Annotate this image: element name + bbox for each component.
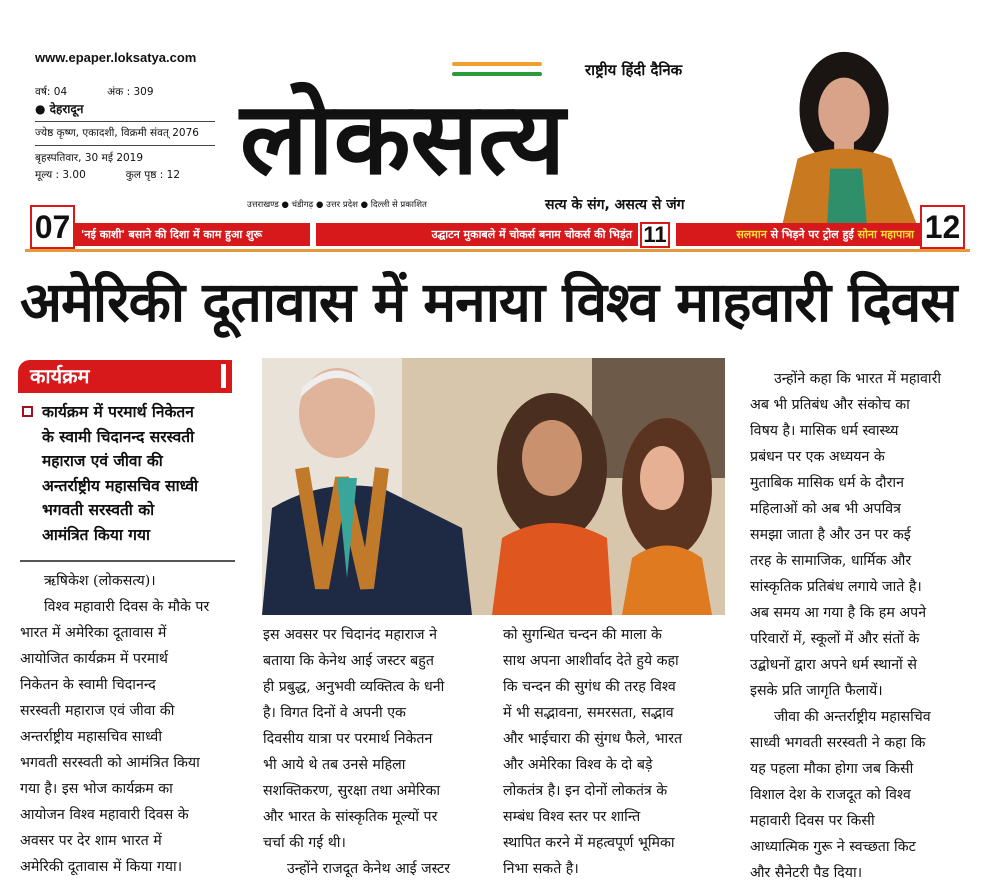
text-line: स्थापित करने में महत्वपूर्ण भूमिका [503, 835, 675, 851]
text-line: और सैनेटरी पैड दिया। [750, 865, 863, 881]
text-line: अब समय आ गया है कि हम अपने [750, 605, 927, 621]
promo-photo [772, 40, 922, 223]
text-line: अवसर पर देर शाम भारत में [20, 833, 162, 849]
article-column-4 [750, 366, 985, 886]
headline: अमेरिकी दूतावास में मनाया विश्व माहवारी दिवस [20, 270, 957, 334]
teaser-text: 'नई काशी' बसाने की दिशा में काम हुआ शुरू [81, 228, 263, 241]
text-line: उद्बोधनों द्वारा अपने धर्म स्थानों से [750, 657, 917, 673]
text-line: इस अवसर पर चिदानंद महाराज ने [263, 627, 437, 643]
text-line: निकेतन के स्वामी चिदानन्द [20, 677, 156, 693]
text-line: आध्यात्मिक गुरू ने स्वच्छता किट [750, 839, 916, 855]
hindu-date: ज्येष्ठ कृष्ण, एकादशी, विक्रमी संवत् 2076 [35, 127, 199, 139]
text-line: आयोजन विश्व महावारी दिवस के [20, 807, 189, 823]
price: मूल्य : 3.00 [35, 169, 86, 181]
text-line: साथ अपना आशीर्वाद देते हुये कहा [503, 653, 679, 669]
teaser-page-7[interactable] [75, 223, 310, 246]
article-column-3 [503, 622, 728, 882]
text-line: मुताबिक मासिक धर्म के दौरान [750, 475, 904, 491]
text-line: ही प्रबुद्ध, अनुभवी व्यक्तित्व के धनी [263, 679, 445, 695]
text-line: भगवती सरस्वती को [42, 501, 155, 519]
teaser-text-group [682, 227, 914, 242]
text-line: विश्व महावारी दिवस के मौके पर [44, 599, 210, 615]
teaser-page-11[interactable] [316, 223, 638, 246]
text-line: उन्होंने राजदूत केनेथ आई जस्टर [287, 861, 451, 877]
text-line: परिवारों में, स्कूलों में और संतों के [750, 631, 920, 647]
text-line: विशाल देश के राजदूत को विश्व [750, 787, 911, 803]
text-line: अमेरिकी दूतावास में किया गया। [20, 859, 183, 875]
text-line: भगवती सरस्वती को आमंत्रित किया [20, 755, 200, 771]
article-column-2 [263, 622, 491, 882]
text-line: कि चन्दन की सुगंध की तरह विश्व [503, 679, 676, 695]
text-line: तरह के सामाजिक, धार्मिक और [750, 553, 912, 569]
text-line: यह पहला मौका होगा जब किसी [750, 761, 914, 777]
text-line: अन्तर्राष्ट्रीय महासचिव साध्वी [42, 476, 199, 495]
divider [25, 249, 970, 252]
text-line: सरस्वती महाराज एवं जीवा की [20, 703, 175, 719]
page-11-box[interactable]: 11 [640, 222, 670, 248]
text-line: दिवसीय यात्रा पर परमार्थ निकेतन [263, 731, 433, 747]
text-line: अन्तर्राष्ट्रीय महासचिव साध्वी [20, 729, 162, 745]
text-line: आयोजित कार्यक्रम में परमार्थ [20, 651, 168, 667]
page-07-box[interactable]: 07 [30, 205, 75, 249]
text-line: में भी सद्भावना, समरसता, सद्भाव [503, 705, 674, 721]
flag-icon [452, 62, 542, 80]
text-line: बताया कि केनेथ आई जस्टर बहुत [263, 653, 434, 669]
edition-info [35, 84, 215, 184]
newspaper-logo: लोकसत्य [240, 80, 566, 197]
teaser-text: उद्घाटन मुकाबले में चोकर्स बनाम चोकर्स की भिड़ंत [431, 228, 632, 241]
year: वर्ष: 04 [35, 86, 68, 98]
text-line: सांस्कृतिक प्रतिबंध लगाये जाते है। [750, 579, 922, 595]
regions: उत्तराखण्ड ● चंडीगढ़ ● उत्तर प्रदेश ● दिल्ली से प्रकाशित [247, 200, 427, 210]
epaper-url[interactable]: www.epaper.loksatya.com [35, 50, 197, 65]
text-line: आमंत्रित किया गया [42, 525, 150, 544]
bullet-icon [22, 406, 33, 417]
section-tag-label: कार्यक्रम [30, 364, 90, 388]
text-line: के स्वामी चिदानन्द सरस्वती [42, 427, 195, 446]
text-line: जीवा की अन्तर्राष्ट्रीय महासचिव [774, 709, 931, 725]
text-line: चर्चा की गई थी। [263, 835, 346, 851]
text-line: भारत में अमेरिका दूतावास में [20, 625, 167, 641]
text-line: और भाईचारा की सुंगध फैले, भारत [503, 731, 683, 747]
subheadline [22, 400, 237, 547]
text-line: लोकतंत्र है। इन दोनों लोकतंत्र के [503, 783, 668, 799]
teaser-text: से भिड़ने पर ट्रोल हुईं [766, 228, 858, 241]
date: बृहस्पतिवार, 30 मई 2019 [35, 152, 144, 164]
text-line: उन्होंने कहा कि भारत में महावारी [774, 371, 942, 387]
section-tag [18, 360, 232, 393]
teaser-highlight: सलमान [736, 228, 767, 241]
tagline: राष्ट्रीय हिंदी दैनिक [585, 61, 683, 79]
text-line: समझा जाता है और उन पर कई [750, 527, 911, 543]
text-line: भी आये थे तब उनसे महिला [263, 757, 406, 773]
text-line: कार्यक्रम में परमार्थ निकेतन [42, 403, 194, 421]
article-column-1 [20, 568, 245, 880]
teaser-highlight: सोना महापात्रा [857, 228, 914, 241]
text-line: इसके प्रति जागृति फैलायें। [750, 683, 883, 699]
text-line: ऋषिकेश (लोकसत्य)। [44, 573, 156, 589]
text-line: और भारत के सांस्कृतिक मूल्यों पर [263, 809, 438, 825]
page-12-box[interactable]: 12 [920, 205, 965, 249]
divider [20, 560, 235, 562]
motto: सत्य के संग, असत्य से जंग [545, 197, 685, 213]
text-line: महाराज एवं जीवा की [42, 452, 163, 470]
text-line: विषय है। मासिक धर्म स्वास्थ्य [750, 423, 899, 439]
text-line: सशक्तिकरण, सुरक्षा तथा अमेरिका [263, 783, 441, 799]
text-line: सम्बंध विश्व स्तर पर शान्ति [503, 809, 641, 825]
page-count: कुल पृष्ठ : 12 [125, 169, 181, 181]
divider [35, 121, 215, 122]
text-line: महावारी दिवस पर किसी [750, 813, 875, 829]
issue: अंक : 309 [107, 86, 154, 98]
text-line: गया है। इस भोज कार्यक्रम का [20, 781, 173, 797]
teaser-page-12[interactable] [676, 223, 920, 246]
text-line: और अमेरिका विश्व के दो बड़े [503, 757, 653, 773]
text-line: निभा सकते है। [503, 861, 579, 877]
text-line: अब भी प्रतिबंध और संकोच का [750, 397, 910, 413]
text-line: है। विगत दिनों वे अपनी एक [263, 705, 406, 721]
text-line: को सुगन्धित चन्दन की माला के [503, 627, 662, 643]
text-line: साध्वी भगवती सरस्वती ने कहा कि [750, 735, 926, 751]
text-line: प्रबंधन पर एक अध्ययन के [750, 449, 885, 465]
divider [35, 145, 215, 146]
article-photo [262, 358, 725, 615]
text-line: महिलाओं को अब भी अपवित्र [750, 501, 901, 517]
city: ● देहरादून [35, 102, 84, 116]
